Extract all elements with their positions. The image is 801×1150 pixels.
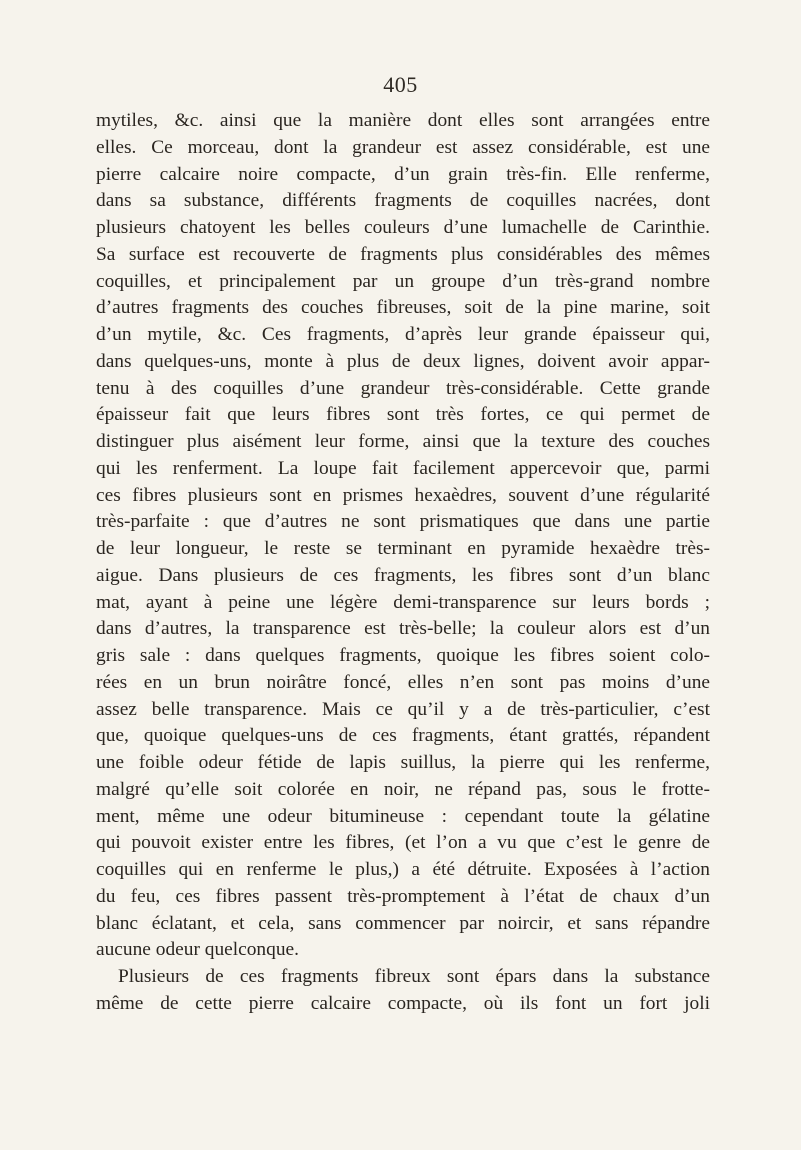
text-line: dans sa substance, différents fragments de coquilles nacrées, dont (96, 190, 710, 212)
text-line: gris sale : dans quelques fragments, quoique les fibres soient colo- (96, 645, 710, 666)
text-line: ment, même une odeur bitumineuse : cependant toute la gélatine (96, 805, 710, 827)
text-line: coquilles qui en renferme le plus,) a été détruite. Exposées à l’action (96, 859, 710, 880)
body-text (96, 108, 710, 1018)
text-line: dans quelques-uns, monte à plus de deux lignes, doivent avoir appar- (96, 350, 710, 372)
text-line: ces fibres plusieurs sont en prismes hexaèdres, souvent d’une régularité (96, 484, 710, 506)
text-line: rées en un brun noirâtre foncé, elles n’en sont pas moins d’une (96, 671, 710, 693)
text-line: aigue. Dans plusieurs de ces fragments, les fibres sont d’un blanc (96, 564, 710, 586)
text-line: mat, ayant à peine une légère demi-transparence sur leurs bords ; (96, 591, 710, 613)
text-line: coquilles, et principalement par un groupe d’un très-grand nombre (96, 270, 710, 292)
paragraph-start-line: Plusieurs de ces fragments fibreux sont épars dans la substance (118, 966, 710, 987)
paragraph-end-line: aucune odeur quelconque. (96, 939, 299, 961)
text-line: que, quoique quelques-uns de ces fragments, étant grattés, répandent (96, 725, 710, 747)
text-line: du feu, ces fibres passent très-promptement à l’état de chaux d’un (96, 885, 710, 907)
text-line: blanc éclatant, et cela, sans commencer par noircir, et sans répandre (96, 912, 710, 934)
text-line: une foible odeur fétide de lapis suillus, la pierre qui les renferme, (96, 752, 710, 773)
text-line: même de cette pierre calcaire compacte, où ils font un fort joli (96, 992, 710, 1014)
text-line: assez belle transparence. Mais ce qu’il y a de très-particulier, c’est (96, 698, 710, 720)
text-line: dans d’autres, la transparence est très-belle; la couleur alors est d’un (96, 618, 710, 640)
text-line: d’autres fragments des couches fibreuses, soit de la pine marine, soit (96, 297, 710, 319)
text-line: d’un mytile, &c. Ces fragments, d’après leur grande épaisseur qui, (96, 324, 710, 345)
text-line: pierre calcaire noire compacte, d’un grain très-fin. Elle renferme, (96, 163, 710, 185)
text-line: Sa surface est recouverte de fragments plus considérables des mêmes (96, 243, 710, 265)
text-line: très-parfaite : que d’autres ne sont prismatiques que dans une partie (96, 511, 710, 533)
text-line: mytiles, &c. ainsi que la manière dont elles sont arrangées entre (96, 110, 710, 131)
text-line: qui pouvoit exister entre les fibres, (et l’on a vu que c’est le genre de (96, 832, 710, 854)
text-line: épaisseur fait que leurs fibres sont très fortes, ce qui permet de (96, 404, 710, 426)
text-line: tenu à des coquilles d’une grandeur très-considérable. Cette grande (96, 377, 710, 399)
text-line: plusieurs chatoyent les belles couleurs d’une lumachelle de Carinthie. (96, 217, 710, 238)
page-number: 405 (383, 72, 418, 97)
text-line: malgré qu’elle soit colorée en noir, ne répand pas, sous le frotte- (96, 778, 710, 800)
text-line: qui les renferment. La loupe fait facilement appercevoir que, parmi (96, 457, 710, 479)
text-line: distinguer plus aisément leur forme, ainsi que la texture des couches (96, 431, 710, 452)
text-line: de leur longueur, le reste se terminant en pyramide hexaèdre très- (96, 538, 710, 559)
text-line: elles. Ce morceau, dont la grandeur est assez considérable, est une (96, 136, 710, 158)
